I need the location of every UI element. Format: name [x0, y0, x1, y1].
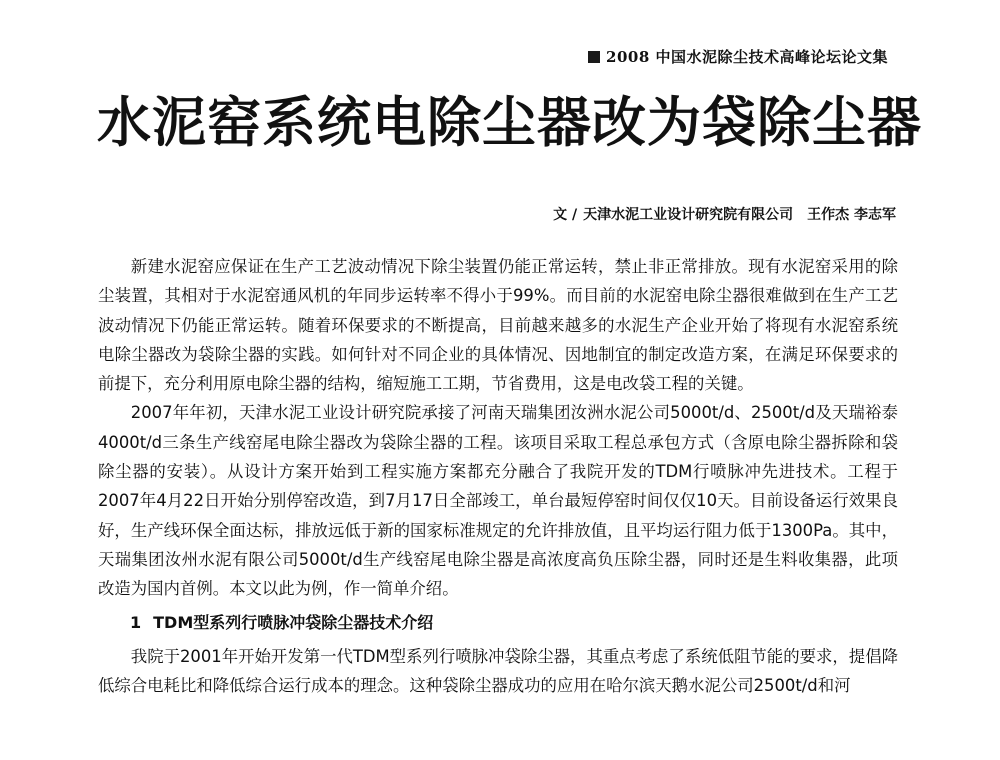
byline-authors: 王作杰 李志军: [807, 207, 896, 223]
section-number: 1: [130, 612, 142, 632]
article-body: [98, 252, 898, 700]
section-1-paragraph: 我院于2001年开始开发第一代TDM型系列行喷脉冲袋除尘器，其重点考虑了系统低阻节能的要求，提倡降低综合电耗比和降低综合运行成本的理念。这种袋除尘器成功的应用在哈尔滨天鹅水泥公司2500t/d和河: [98, 646, 898, 695]
running-header: [588, 46, 888, 67]
byline-prefix: 文 /: [553, 207, 578, 223]
collection-title: 2008 中国水泥除尘技术高峰论坛论文集: [606, 48, 888, 66]
body-paragraph-1: 新建水泥窑应保证在生产工艺波动情况下除尘装置仍能正常运转，禁止非正常排放。现有水泥窑采用的除尘装置，其相对于水泥窑通风机的年同步运转率不得小于99%。而目前的水泥窑电除尘器很难做到在生产工艺波动情况下仍能正常运转。随着环保要求的不断提高，目前越来越多的水泥生产企业开始了将现有水泥窑系统电除尘器改为袋除尘器的实践。如何针对不同企业的具体情况、因地制宜的制定改造方案，在满足环保要求的前提下，充分利用原电除尘器的结构，缩短施工工期，节省费用，这是电改袋工程的关键。: [98, 257, 898, 394]
byline: [553, 204, 896, 224]
section-heading-text: TDM型系列行喷脉冲袋除尘器技术介绍: [153, 612, 434, 632]
byline-organization: 天津水泥工业设计研究院有限公司: [583, 207, 794, 223]
square-bullet-icon: [588, 51, 600, 63]
section-heading-1: [98, 604, 898, 642]
body-paragraph-2: 2007年年初，天津水泥工业设计研究院承接了河南天瑞集团汝洲水泥公司5000t/d、2500t/d及天瑞裕泰4000t/d三条生产线窑尾电除尘器改为袋除尘器的工程。该项目采取工程总承包方式（含原电除尘器拆除和袋除尘器的安装）。从设计方案开始到工程实施方案都充分融合了我院开发的TDM行喷脉冲先进技术。工程于2007年4月22日开始分别停窑改造，到7月17日全部竣工，单台最短停窑时间仅仅10天。目前设备运行效果良好，生产线环保全面达标，排放远低于新的国家标准规定的允许排放值，且平均运行阻力低于1300Pa。其中，天瑞集团汝州水泥有限公司5000t/d生产线窑尾电除尘器是高浓度高负压除尘器，同时还是生料收集器，此项改造为国内首例。本文以此为例，作一简单介绍。: [98, 403, 898, 599]
article-title: 水泥窑系统电除尘器改为袋除尘器: [97, 91, 922, 154]
